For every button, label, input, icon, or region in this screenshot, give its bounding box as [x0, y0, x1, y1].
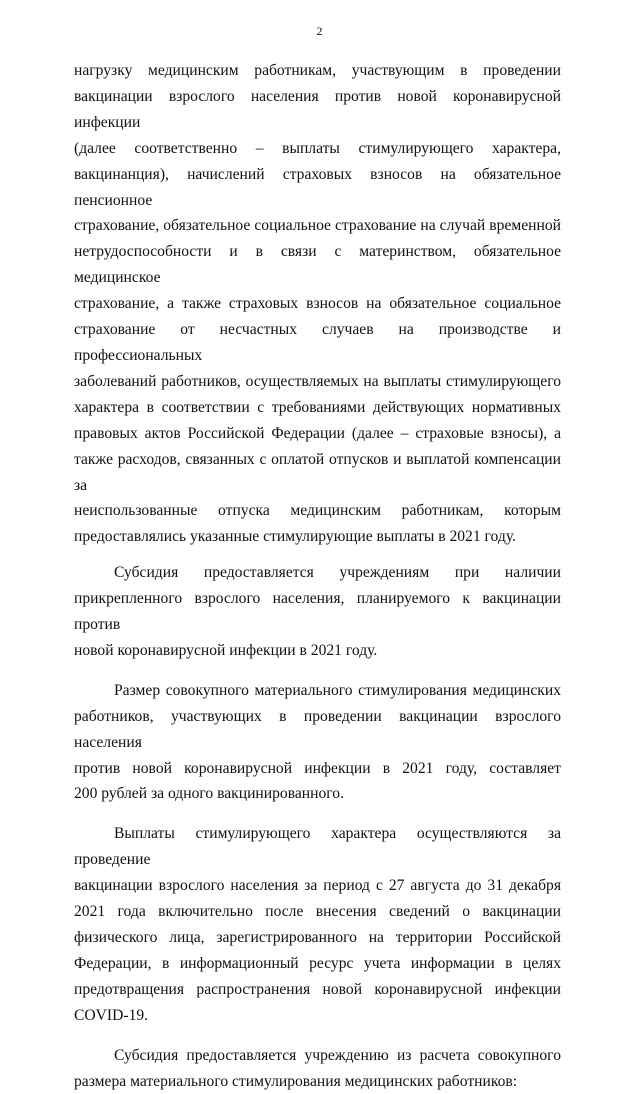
text-line: Размер совокупного материального стимулирования медицинских	[114, 681, 561, 699]
text-line: Федерации, в информационный ресурс учета информации в целях	[74, 954, 561, 972]
text-line: вакцинации взрослого населения за период с 27 августа до 31 декабря	[74, 877, 561, 895]
text-line: размера материального стимулирования медицинских работников:	[74, 1072, 518, 1090]
text-line: 200 рублей за одного вакцинированного.	[74, 785, 344, 803]
document-body	[74, 58, 561, 1094]
text-line: страхование от несчастных случаев на производстве и профессиональных	[74, 321, 561, 364]
text-line: предоставлялись указанные стимулирующие выплаты в 2021 году.	[74, 528, 516, 546]
paragraph-4	[74, 821, 561, 1028]
text-line: 2021 года включительно после внесения сведений о вакцинации	[74, 903, 561, 921]
text-line: новой коронавирусной инфекции в 2021 году.	[74, 641, 378, 659]
text-line: работников, участвующих в проведении вакцинации взрослого населения	[74, 707, 561, 751]
text-line: также расходов, связанных с оплатой отпусков и выплатой компенсации за	[74, 450, 561, 494]
text-line: вакцинанция), начислений страховых взносов на обязательное пенсионное	[74, 165, 561, 209]
text-line: правовых актов Российской Федерации (далее – страховые взносы), а	[74, 424, 561, 442]
text-line: предотвращения распространения новой коронавирусной инфекции	[74, 980, 561, 998]
text-line: нетрудоспособности и в связи с материнством, обязательное медицинское	[74, 243, 561, 287]
paragraph-2	[74, 560, 561, 664]
paragraph-1	[74, 58, 561, 550]
text-line: Субсидия предоставляется учреждению из расчета совокупного	[114, 1046, 561, 1064]
paragraph-3	[74, 678, 561, 808]
text-line: физического лица, зарегистрированного на территории Российской	[74, 929, 561, 946]
text-line: прикрепленного взрослого населения, планируемого к вакцинации против	[74, 590, 561, 634]
page-number: 2	[316, 24, 323, 38]
text-line: неиспользованные отпуска медицинским работникам, которым	[74, 502, 561, 520]
text-line: Субсидия предоставляется учреждениям при наличии	[114, 564, 561, 582]
text-line: Выплаты стимулирующего характера осуществляются за проведение	[74, 825, 561, 869]
text-line: (далее соответственно – выплаты стимулирующего характера,	[74, 139, 561, 157]
text-line: заболеваний работников, осуществляемых на выплаты стимулирующего	[74, 372, 561, 390]
text-line: характера в соответствии с требованиями действующих нормативных	[74, 398, 561, 416]
text-line: страхование, а также страховых взносов на обязательное социальное	[74, 295, 561, 313]
text-line: COVID-19.	[74, 1006, 149, 1024]
paragraph-5	[74, 1043, 561, 1094]
text-line: страхование, обязательное социальное страхование на случай временной	[74, 217, 561, 235]
text-line: нагрузку медицинским работникам, участвующим в проведении	[74, 62, 561, 79]
text-line: против новой коронавирусной инфекции в 2021 году, составляет	[74, 759, 561, 777]
text-line: вакцинации взрослого населения против новой коронавирусной инфекции	[74, 87, 561, 131]
